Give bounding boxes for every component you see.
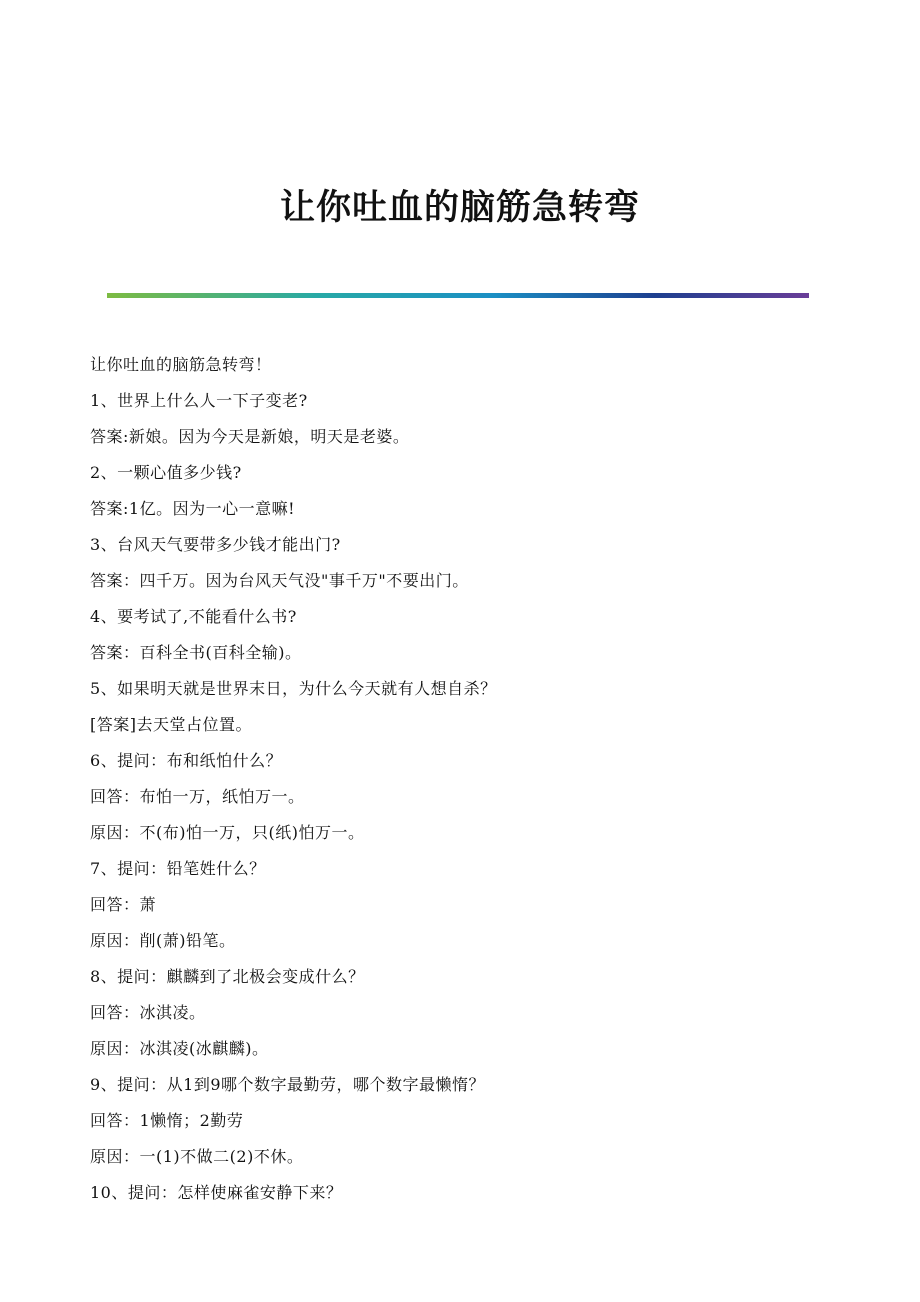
text-line: 5、如果明天就是世界末日，为什么今天就有人想自杀？ [90,679,497,698]
text-line: 回答：1懒惰；2勤劳 [90,1111,244,1130]
text-line: 原因：削(萧)铅笔。 [90,931,236,950]
text-line: 9、提问：从1到9哪个数字最勤劳，哪个数字最懒惰？ [90,1075,486,1094]
text-line: 原因：一(1)不做二(2)不休。 [90,1147,304,1166]
text-line: 10、提问：怎样使麻雀安静下来？ [90,1183,343,1202]
text-line: 原因：不(布)怕一万，只(纸)怕万一。 [90,823,365,842]
page-title: 让你吐血的脑筋急转弯 [279,187,640,228]
text-line: 3、台风天气要带多少钱才能出门? [90,535,341,554]
text-line: 回答：布怕一万，纸怕万一。 [90,787,305,806]
text-line: 6、提问：布和纸怕什么？ [90,751,283,770]
text-line: 答案:新娘。因为今天是新娘，明天是老婆。 [90,427,410,446]
text-line: 回答：冰淇凌。 [90,1003,206,1022]
text-line: 4、要考试了,不能看什么书? [90,607,297,626]
text-line: 答案：四千万。因为台风天气没"事千万"不要出门。 [90,571,469,590]
text-line: 回答：萧 [90,895,157,914]
text-line: 8、提问：麒麟到了北极会变成什么？ [90,967,365,986]
document-body [90,347,830,1211]
text-line: 7、提问：铅笔姓什么？ [90,859,266,878]
text-line: 1、世界上什么人一下子变老? [90,391,308,410]
text-line: 让你吐血的脑筋急转弯！ [90,355,272,374]
text-line: 原因：冰淇凌(冰麒麟)。 [90,1039,269,1058]
title-divider [107,293,809,298]
text-line: 答案：百科全书(百科全输)。 [90,643,302,662]
text-line: [答案]去天堂占位置。 [90,715,252,734]
text-line: 答案:1亿。因为一心一意嘛! [90,499,296,518]
text-line: 2、一颗心值多少钱? [90,463,242,482]
